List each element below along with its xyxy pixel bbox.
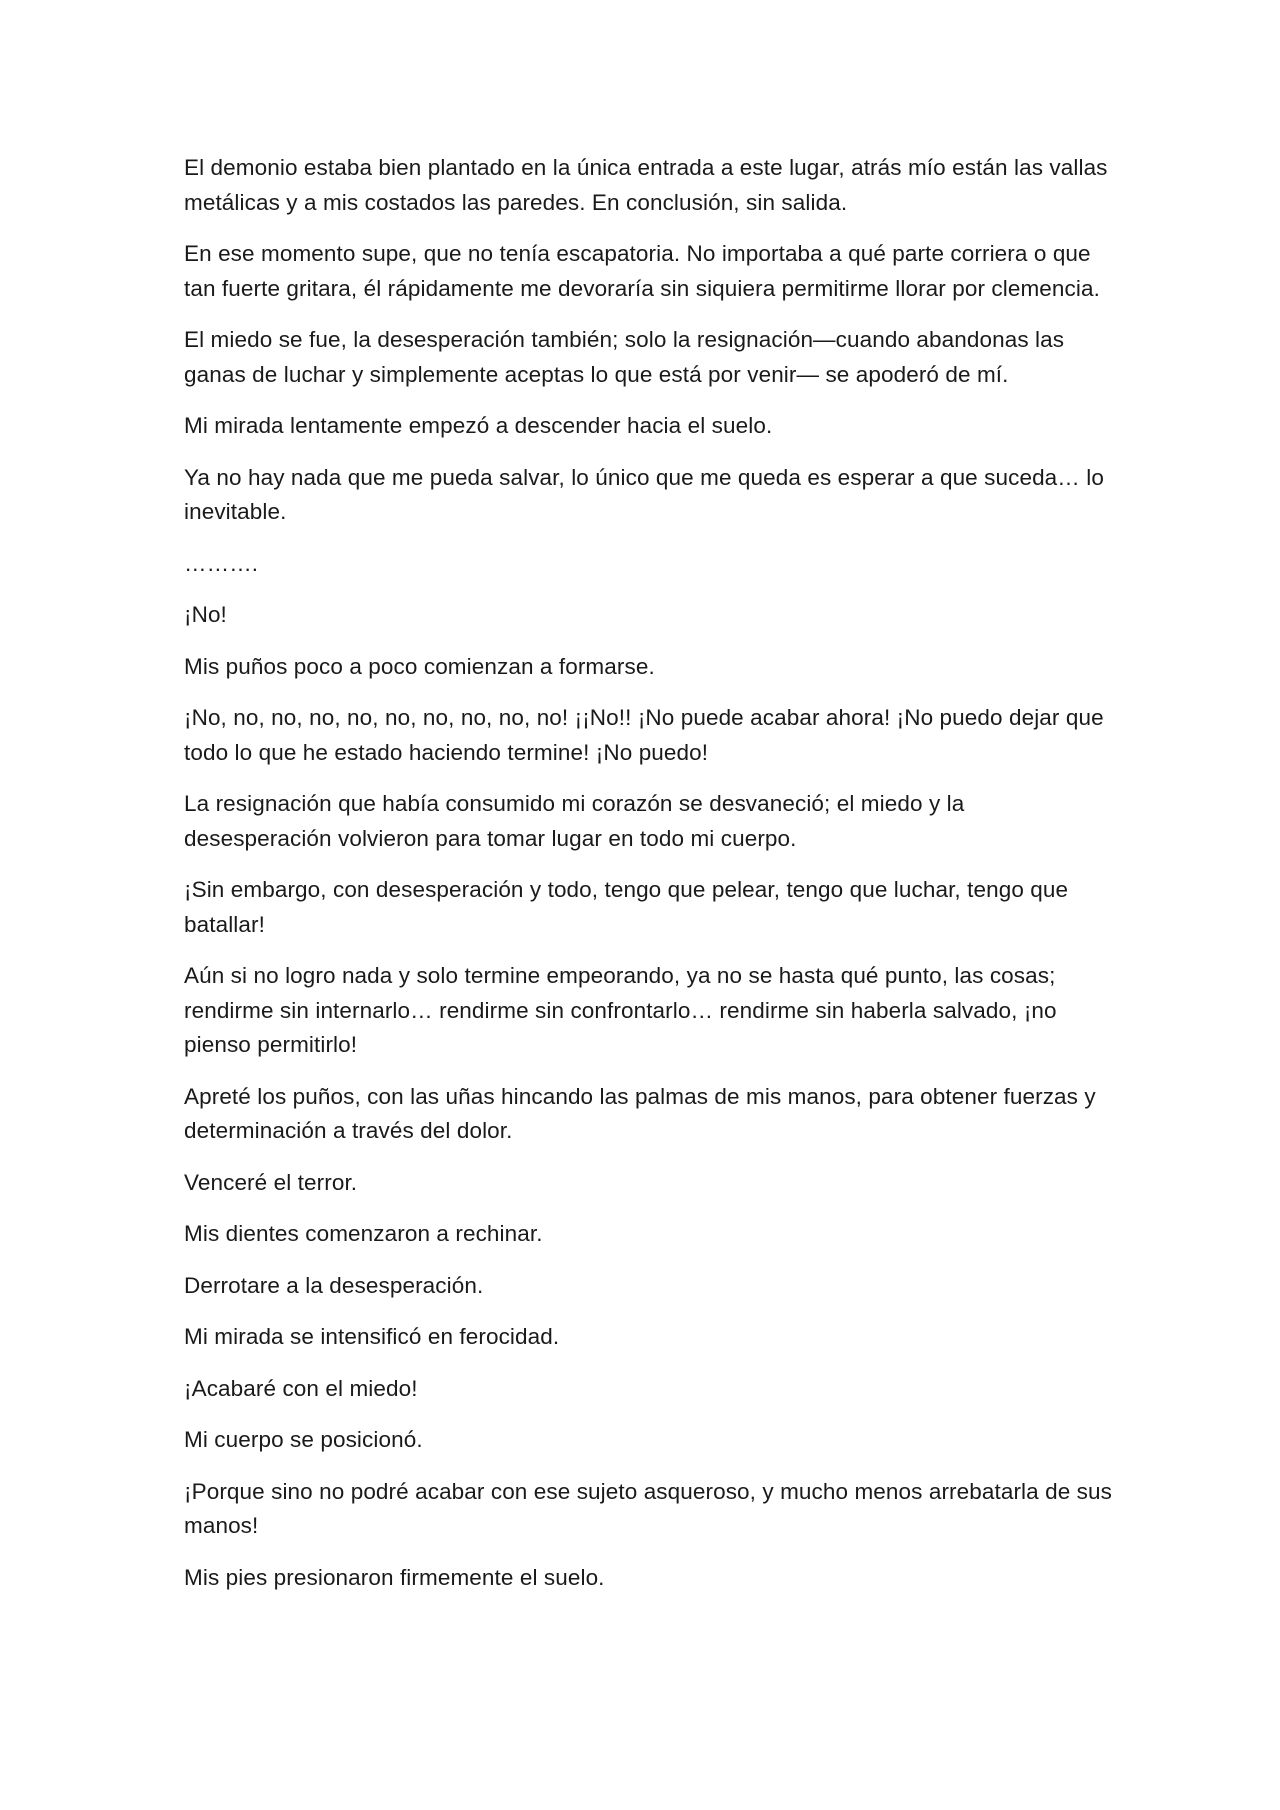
paragraph-15: Mis dientes comenzaron a rechinar. <box>184 1221 543 1246</box>
paragraph-2: En ese momento supe, que no tenía escapatoria. No importaba a qué parte corriera o que tan fuerte gritara, él rápidamente me devoraría sin siquiera permitirme llorar por clemencia. <box>184 241 1100 301</box>
paragraph-17: Mi mirada se intensificó en ferocidad. <box>184 1324 560 1349</box>
paragraph-6: ………. <box>184 550 259 576</box>
paragraph-18: ¡Acabaré con el miedo! <box>184 1375 418 1401</box>
paragraph-16: Derrotare a la desesperación. <box>184 1272 484 1298</box>
paragraph-1: El demonio estaba bien plantado en la única entrada a este lugar, atrás mío están las vallas metálicas y a mis costados las paredes. En conclusión, sin salida. <box>184 155 1108 215</box>
paragraph-10: La resignación que había consumido mi corazón se desvaneció; el miedo y la desesperación volvieron para tomar lugar en todo mi cuerpo. <box>184 791 965 851</box>
paragraph-12: Aún si no logro nada y solo termine empeorando, ya no se hasta qué punto, las cosas; rendirme sin internarlo… rendirme sin confrontarlo… rendirme sin haberla salvado, ¡no pienso permitirlo! <box>184 963 1057 1057</box>
paragraph-9: ¡No, no, no, no, no, no, no, no, no, no! ¡¡No!! ¡No puede acabar ahora! ¡No puedo dejar que todo lo que he estado haciendo termine! ¡No puedo! <box>184 705 1104 765</box>
paragraph-3: El miedo se fue, la desesperación también; solo la resignación—cuando abandonas las ganas de luchar y simplemente aceptas lo que está por venir— se apoderó de mí. <box>184 327 1065 387</box>
paragraph-19: Mi cuerpo se posicionó. <box>184 1427 423 1452</box>
paragraph-20: ¡Porque sino no podré acabar con ese sujeto asqueroso, y mucho menos arrebatarla de sus manos! <box>184 1478 1112 1538</box>
document-body <box>184 151 1114 1612</box>
paragraph-4: Mi mirada lentamente empezó a descender hacia el suelo. <box>184 413 773 438</box>
paragraph-5: Ya no hay nada que me pueda salvar, lo único que me queda es esperar a que suceda… lo inevitable. <box>184 464 1104 524</box>
paragraph-11: ¡Sin embargo, con desesperación y todo, tengo que pelear, tengo que luchar, tengo que batallar! <box>184 877 1069 937</box>
paragraph-8: Mis puños poco a poco comienzan a formarse. <box>184 653 655 679</box>
paragraph-14: Venceré el terror. <box>184 1169 358 1195</box>
paragraph-7: ¡No! <box>184 602 227 627</box>
paragraph-21: Mis pies presionaron firmemente el suelo. <box>184 1564 605 1590</box>
paragraph-13: Apreté los puños, con las uñas hincando las palmas de mis manos, para obtener fuerzas y determinación a través del dolor. <box>184 1083 1096 1143</box>
